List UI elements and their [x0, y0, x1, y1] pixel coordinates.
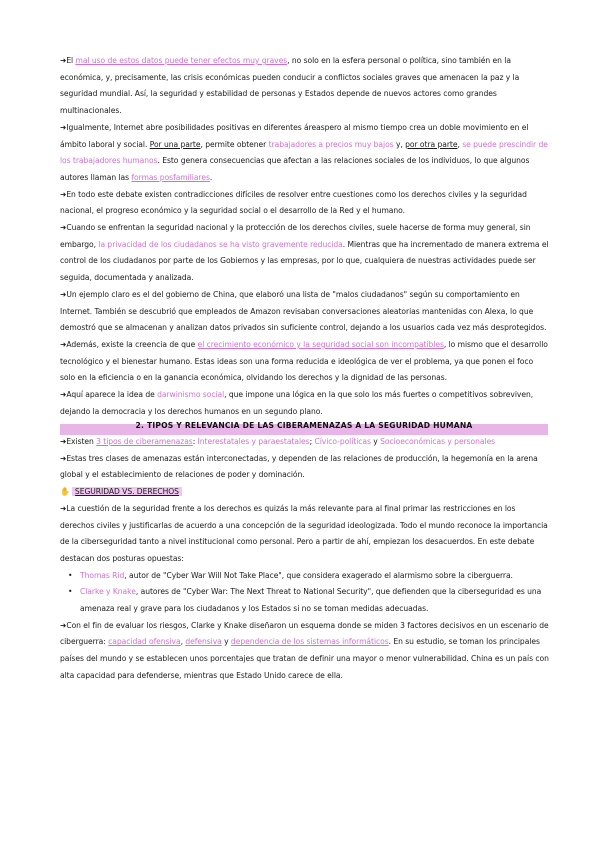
paragraph: ➜En todo este debate existen contradicciones difíciles de resolver entre cuestiones como los derechos civiles y la seguridad nacional, el progreso económico y la seguridad social o el desarrollo de la Red y el humano.: [60, 189, 527, 216]
text: y: [370, 437, 381, 446]
highlight: trabajadores a precios muy bajos: [268, 139, 394, 149]
section-2-body: [60, 434, 550, 685]
paragraph: [60, 120, 550, 187]
highlight: darwinismo social: [157, 390, 225, 400]
subheading: [60, 484, 550, 501]
text: ➜Igualmente, Internet abre posibilidades positivas en diferentes áreaspero al mismo tiempo crea un doble movimiento en el ámbito laboral y social.: [60, 122, 529, 149]
text: , autores de "Cyber War: The Next Threat to National Security", que defienden que la ciberseguridad es una amenaza real y grave para los ciudadanos y los Estados si no se toman medidas adecuadas.: [80, 587, 542, 614]
highlight: Interestatales y paraestatales: [197, 437, 310, 446]
section-2-heading: 2. TIPOS Y RELEVANCIA DE LAS CIBERAMENAZAS A LA SEGURIDAD HUMANA: [135, 421, 473, 430]
text: ,: [457, 139, 463, 149]
underline: Por una parte: [149, 139, 201, 149]
text: , lo mismo que el desarrollo tecnológico y el bienestar humano. Estas ideas son una forma reducida e ideológica de ver el problema, ya que ponen el foco solo en la eficiencia o en la ganancia económica, olvidando los derechos y la dignidad de las personas.: [60, 339, 548, 383]
text: , no solo en la esfera personal o política, sino también en la económica, y, precisamente, las crisis económicas pueden conducir a conflictos sociales graves que amenacen la paz y la seguridad mundial. Así, la seguridad y estabilidad de personas y Estados depende de nuevos actores como grandes multinacionales.: [60, 56, 520, 116]
text: y: [221, 637, 231, 647]
text: . Esto genera consecuencias que afectan a las relaciones sociales de los individuos, lo que algunos autores llaman las: [60, 156, 530, 182]
paragraph: ➜Un ejemplo claro es el del gobierno de China, que elaboró una lista de "malos ciudadanos" según su comportamiento en Internet. También se descubrió que empleados de Amazon revisaban conversaciones aleatorias mantenidas con Alexa, lo que demostró que se almacenan y analizan datos privados sin suficiente control, dejando a los usuarios cada vez más desprotegidos.: [60, 289, 547, 333]
paragraph: [60, 220, 550, 287]
text: . En su estudio, se toman los principales países del mundo y se establecen unos porcentajes que tratan de definir una mayor o menor vulnerabilidad. China es un país con alta capacidad para defenderse, mientras que Estado Unido carece de ella.: [60, 637, 549, 680]
text: ➜Con el fin de evaluar los riesgos, Clarke y Knake diseñaron un esquema donde se miden 3 factores decisivos en un escenario de ciberguerra:: [60, 620, 549, 647]
text: :: [192, 437, 198, 446]
highlight: dependencia de los sistemas informáticos: [230, 637, 389, 647]
highlight: el crecimiento económico y la seguridad social son incompatibles: [197, 339, 444, 349]
list-item: [80, 584, 550, 617]
section-1-body: [60, 53, 550, 420]
text: . Mientras que ha incrementado de manera extrema el control de los ciudadanos por parte de los Gobiernos y las empresas, por lo que, cualquiera de nuestras actividades puede ser seguida, documentada y analizada.: [60, 239, 549, 283]
highlight: la privacidad de los ciudadanos se ha visto gravemente reducida: [98, 239, 343, 249]
highlight: capacidad ofensiva: [108, 637, 181, 647]
highlight: 3 tipos de ciberamenazas: [96, 437, 193, 446]
highlight: defensiva: [185, 637, 222, 647]
highlight: se puede prescindir de los trabajadores humanos: [60, 139, 548, 166]
text: , que impone una lógica en la que solo los más fuertes o competitivos sobreviven, dejando la democracia y los derechos humanos en un segundo plano.: [60, 390, 534, 416]
paragraph: [60, 618, 550, 685]
list-item: [80, 568, 550, 585]
text: ➜El: [60, 56, 76, 65]
text: ➜Además, existe la creencia de que: [60, 339, 198, 349]
paragraph: ➜Estas tres clases de amenazas están interconectadas, y dependen de las relaciones de producción, la hegemonía en la arena global y el establecimiento de relaciones de poder y dominación.: [60, 453, 538, 480]
underline: por otra parte: [405, 139, 458, 149]
text: ➜Existen: [60, 437, 97, 446]
paragraph: ➜La cuestión de la seguridad frente a los derechos es quizás la más relevante para al final primar las restricciones en los derechos civiles y justificarlas de acuerdo a una concepción de la seguridad ideologizada. Todo el mundo reconoce la importancia de la ciberseguridad tanto a nivel institucional como personal. Pero a partir de ahí, empiezan los desacuerdos. En este debate destacan dos posturas opuestas:: [60, 503, 548, 563]
text: y,: [393, 139, 406, 149]
highlight: Socioeconómicas y personales: [380, 437, 496, 446]
highlight: formas posfamiliares: [131, 172, 210, 182]
bullet-list: [60, 568, 550, 618]
highlight: mal uso de estos datos puede tener efectos muy graves: [75, 56, 288, 65]
highlight: Cívico-políticas: [314, 437, 371, 446]
hand-icon: ✋: [60, 487, 70, 497]
subheading-label: SEGURIDAD VS. DERECHOS: [72, 487, 182, 496]
paragraph: [60, 434, 550, 451]
text: ➜Cuando se enfrentan la seguridad nacional y la protección de los derechos civiles, suele hacerse de forma muy general, sin embargo,: [60, 223, 531, 249]
highlight: Clarke y Knake: [80, 587, 136, 597]
text: ➜Aquí aparece la idea de: [60, 390, 158, 400]
text: , permite obtener: [200, 139, 269, 149]
text: ,: [180, 637, 186, 647]
text: , autor de "Cyber War Will Not Take Place", que considera exagerado el alarmismo sobre la ciberguerra.: [124, 570, 513, 580]
text: ;: [309, 437, 315, 446]
paragraph: [60, 53, 550, 120]
highlight: Thomas Rid: [80, 570, 125, 580]
paragraph: [60, 387, 550, 420]
paragraph: [60, 337, 550, 387]
text: .: [209, 172, 213, 182]
